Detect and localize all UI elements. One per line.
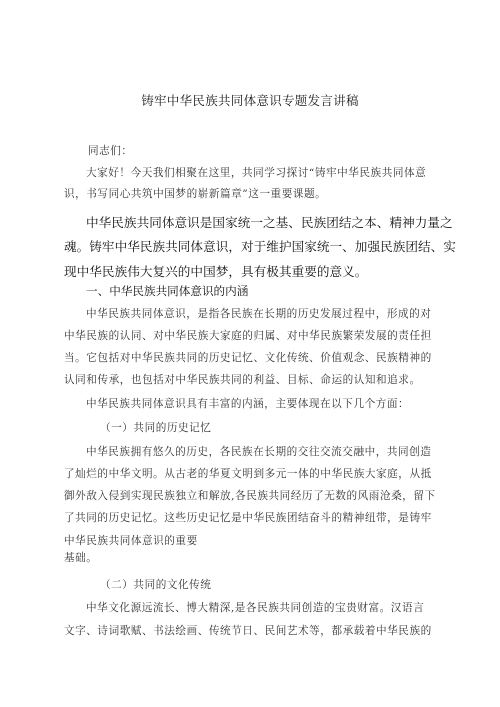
salutation: 同志们： — [88, 145, 133, 157]
thesis-line-1: 中华民族共同体意识是国家统一之基、民族团结之本、精神力量之 — [86, 215, 453, 230]
section-1-para-1-line-4: 认同和传承，也包括对中华民族共同的利益、目标、命运的认知和追求。 — [64, 374, 421, 386]
document-title: 铸牢中华民族共同体意识专题发言讲稿 — [141, 93, 359, 108]
section-1-para-1-line-2: 中华民族的认同、对中华民族大家庭的归属、对中华民族繁荣发展的责任担 — [64, 330, 432, 342]
subsection-1-heading: （一）共同的历史记忆 — [100, 422, 212, 434]
subsection-1-line-5: 中华民族共同体意识的重要 — [64, 535, 198, 547]
subsection-1-line-3: 御外敌入侵到实现民族独立和解放,各民族共同经历了无数的风雨沧桑，留下 — [64, 490, 436, 502]
intro-line-2: 识，书写同心共筑中国梦的崭新篇章”这一重要课题。 — [64, 188, 327, 200]
section-1-heading: 一、中华民族共同体意识的内涵 — [86, 284, 249, 298]
section-1-para-1-line-3: 当。它包括对中华民族共同的历史记忆、文化传统、价值观念、民族精神的 — [64, 352, 432, 364]
section-1-para-1-line-1: 中华民族共同体意识，是指各民族在长期的历史发展过程中，形成的对 — [86, 308, 432, 320]
thesis-line-2: 魂。铸牢中华民族共同体意识，对于维护国家统一、加强民族团结、实 — [64, 239, 456, 254]
thesis-line-3: 现中华民族伟大复兴的中国梦，具有极其重要的意义。 — [64, 264, 368, 279]
section-1-para-2: 中华民族共同体意识具有丰富的内涵，主要体现在以下几个方面： — [86, 398, 410, 410]
subsection-1-line-4: 了共同的历史记忆。这些历史记忆是中华民族团结奋斗的精神纽带，是铸牢 — [64, 512, 432, 524]
subsection-2-line-1: 中华文化源远流长、博大精深,是各民族共同创造的宝贵财富。汉语言 — [86, 602, 425, 614]
intro-line-1: 大家好！今天我们相聚在这里，共同学习探讨“铸牢中华民族共同体意 — [86, 167, 427, 179]
subsection-2-heading: （二）共同的文化传统 — [100, 579, 212, 591]
subsection-1-line-2: 了灿烂的中华文明。从古老的华夏文明到多元一体的中华民族大家庭，从抵 — [64, 468, 432, 480]
subsection-2-line-2: 文字、诗词歌赋、书法绘画、传统节日、民间艺术等，都承载着中华民族的 — [64, 625, 432, 637]
subsection-1-line-1: 中华民族拥有悠久的历史，各民族在长期的交往交流交融中，共同创造 — [86, 446, 432, 458]
subsection-1-line-6: 基础。 — [64, 552, 98, 564]
